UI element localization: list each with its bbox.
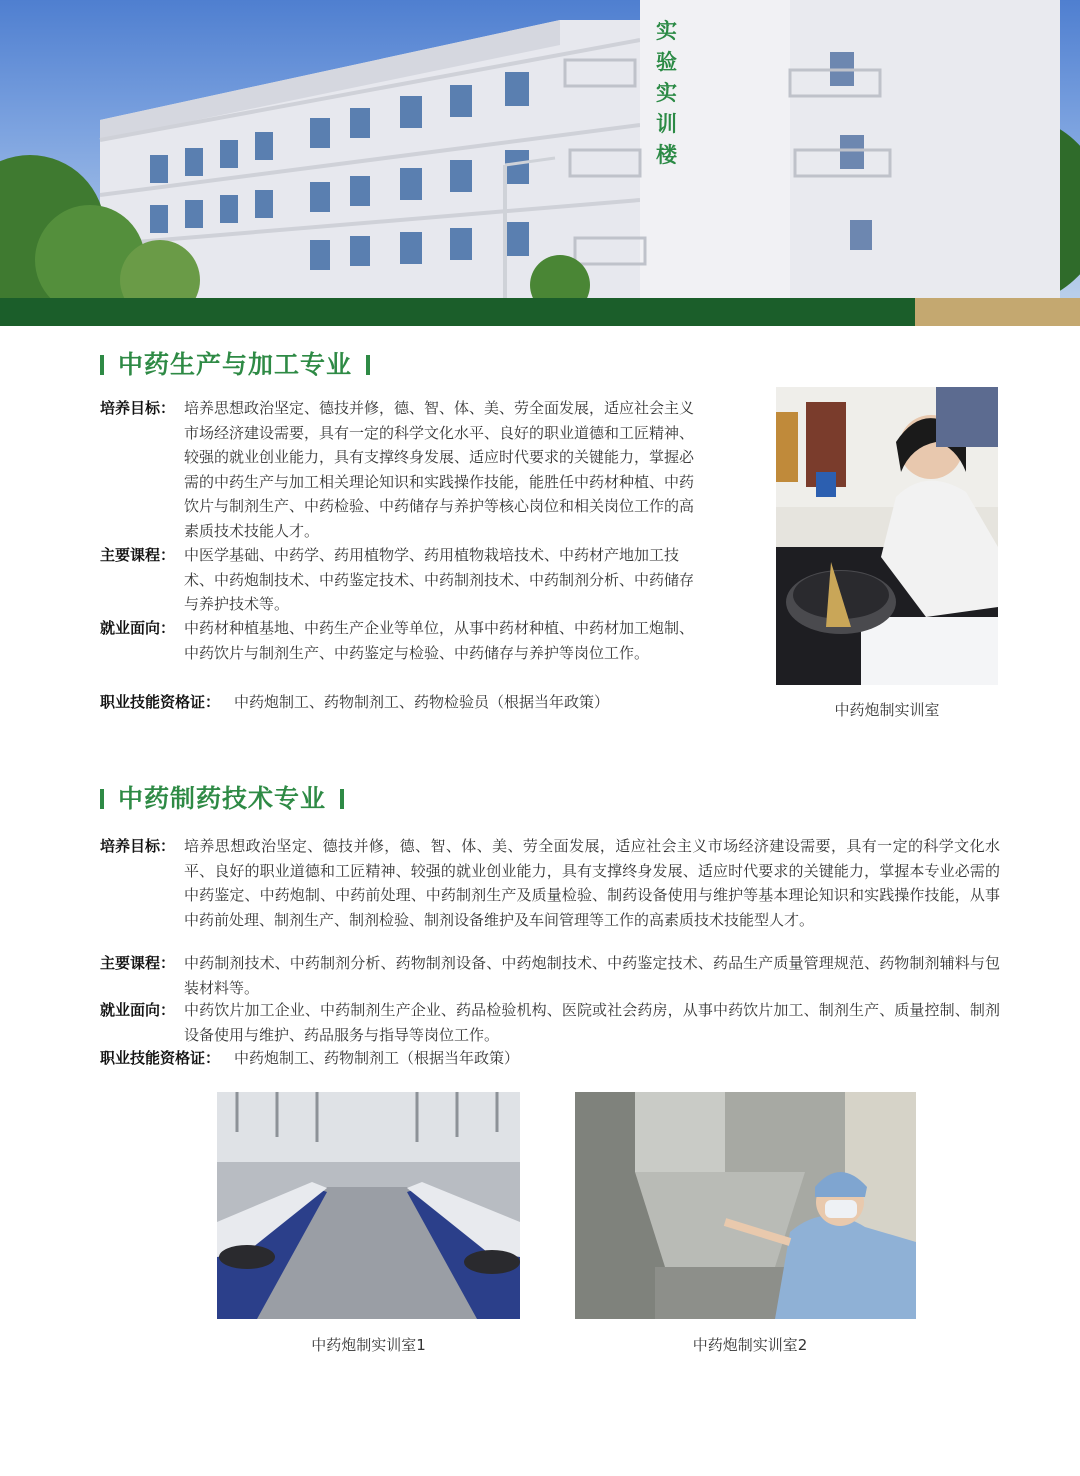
section2-photo1-caption: 中药炮制实训室1 <box>311 1336 426 1354</box>
section2-title <box>100 779 344 815</box>
section1-title <box>100 345 370 381</box>
cert-text: 中药炮制工、药物制剂工（根据当年政策） <box>234 1049 520 1067</box>
title-bar-right <box>340 789 344 809</box>
section2-jobs <box>100 998 1000 1047</box>
courses-text: 中医学基础、中药学、药用植物学、药用植物栽培技术、中药材产地加工技术、中药炮制技术、中药鉴定技术、中药制剂技术、中药制剂分析、中药储存与养护技术等。 <box>184 546 695 613</box>
lab-room-illustration <box>217 1092 520 1319</box>
jobs-text: 中药饮片加工企业、中药制剂生产企业、药品检验机构、医院或社会药房，从事中药饮片加工、制剂生产、质量控制、制剂设备使用与维护、药品服务与指导等岗位工作。 <box>184 1001 1000 1044</box>
goal-text: 培养思想政治坚定、德技并修，德、智、体、美、劳全面发展，适应社会主义市场经济建设需要，具有一定的科学文化水平、良好的职业道德和工匠精神、较强的就业创业能力，具有支撑终身发展、适应时代要求的关键能力，掌握必需的中药生产与加工相关理论知识和实践操作技能，能胜任中药材种植、中药饮片与制剂生产、中药检验、中药储存与养护等核心岗位和相关岗位工作的高素质技术技能人才。 <box>184 399 695 540</box>
section1-courses <box>100 543 706 617</box>
header-band-green <box>0 298 915 326</box>
goal-label: 培养目标： <box>100 837 176 855</box>
building-illustration <box>0 0 1080 298</box>
section1-cert <box>100 690 720 715</box>
section1-photo-caption: 中药炮制实训室 <box>834 701 940 719</box>
section1-photo-lab-student <box>776 387 998 685</box>
cert-text: 中药炮制工、药物制剂工、药物检验员（根据当年政策） <box>234 693 610 711</box>
title-bar-left <box>100 355 104 375</box>
jobs-label: 就业面向： <box>100 1001 176 1019</box>
lab-student-illustration <box>776 387 998 685</box>
courses-label: 主要课程： <box>100 546 176 564</box>
courses-label: 主要课程： <box>100 954 176 972</box>
title-bar-left <box>100 789 104 809</box>
courses-text: 中药制剂技术、中药制剂分析、药物制剂设备、中药炮制技术、中药鉴定技术、药品生产质量管理规范、药物制剂辅料与包装材料等。 <box>184 954 1000 997</box>
goal-label: 培养目标： <box>100 399 176 417</box>
header-band-gold <box>915 298 1080 326</box>
section2-courses <box>100 951 1000 1000</box>
cert-label: 职业技能资格证： <box>100 693 221 711</box>
jobs-text: 中药材种植基地、中药生产企业等单位，从事中药材种植、中药材加工炮制、中药饮片与制剂生产、中药鉴定与检验、中药储存与养护等岗位工作。 <box>184 619 695 662</box>
section2-title-text: 中药制药技术专业 <box>118 784 327 813</box>
building-sign-text: 实验实训楼 <box>656 19 677 167</box>
section2-goal <box>100 834 1000 932</box>
section1-title-text: 中药生产与加工专业 <box>118 350 353 379</box>
section2-photo2-caption: 中药炮制实训室2 <box>692 1336 808 1354</box>
section2-photo-equipment <box>575 1092 916 1319</box>
section1-jobs <box>100 616 706 665</box>
cert-label: 职业技能资格证： <box>100 1049 221 1067</box>
goal-text: 培养思想政治坚定、德技并修，德、智、体、美、劳全面发展，适应社会主义市场经济建设需要，具有一定的科学文化水平、良好的职业道德和工匠精神、较强的就业创业能力，具有支撑终身发展、适应时代要求的关键能力，掌握本专业必需的中药鉴定、中药炮制、中药前处理、中药制剂生产及质量检验、制药设备使用与维护等基本理论知识和实践操作技能，从事中药前处理、制剂生产、制剂检验、制剂设备维护及车间管理等工作的高素质技术技能型人才。 <box>184 837 1000 929</box>
hero-building-photo <box>0 0 1080 298</box>
jobs-label: 就业面向： <box>100 619 176 637</box>
section2-photo-lab-room <box>217 1092 520 1319</box>
section2-cert <box>100 1046 1000 1071</box>
section1-goal <box>100 396 706 543</box>
equipment-illustration <box>575 1092 916 1319</box>
title-bar-right <box>366 355 370 375</box>
